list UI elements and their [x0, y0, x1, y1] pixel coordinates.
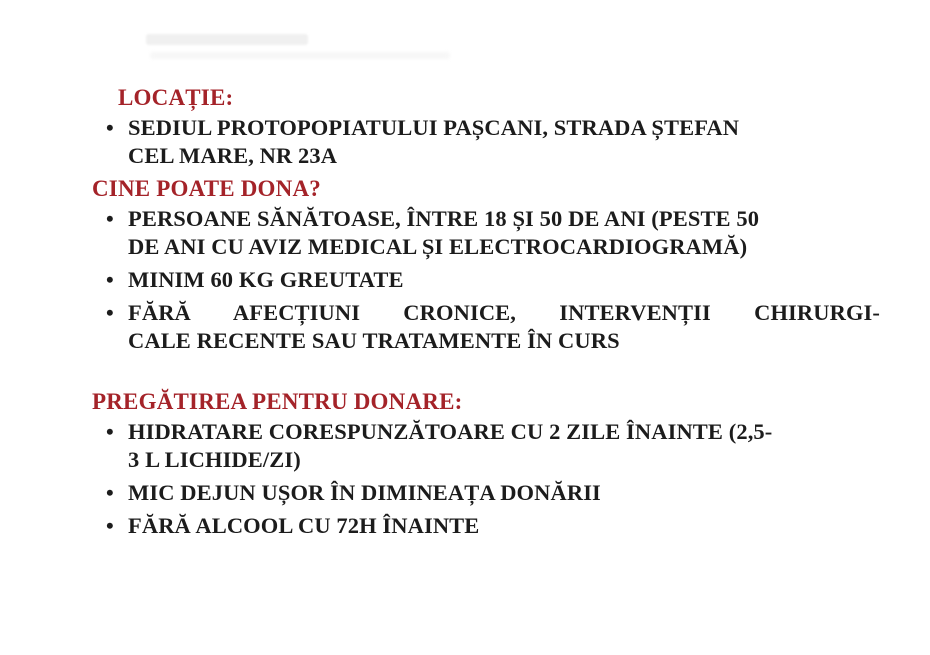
bullet-icon: • — [106, 267, 114, 292]
list-item — [92, 114, 880, 170]
list-item — [92, 479, 880, 507]
section-spacer — [92, 360, 880, 388]
bullet-icon: • — [106, 115, 114, 140]
list-item-text — [128, 512, 880, 540]
section-heading: LOCAȚIE: — [118, 85, 234, 110]
bullet-icon: • — [106, 206, 114, 231]
list-item — [92, 299, 880, 355]
text-line: SEDIUL PROTOPOPIATULUI PAȘCANI, STRADA ȘTEFAN — [128, 115, 740, 140]
text-line: CALE RECENTE SAU TRATAMENTE ÎN CURS — [128, 328, 620, 353]
text-line: MIC DEJUN UȘOR ÎN DIMINEAȚA DONĂRII — [128, 480, 601, 505]
list-item-text — [128, 418, 880, 474]
list-item-text — [128, 205, 880, 261]
text-line: 3 L LICHIDE/ZI) — [128, 447, 301, 472]
text-line: CEL MARE, NR 23A — [128, 143, 338, 168]
flyer-content — [92, 84, 880, 545]
list-item — [92, 512, 880, 540]
list-item-text — [128, 299, 880, 355]
bullet-icon: • — [106, 513, 114, 538]
bullet-icon: • — [106, 300, 114, 325]
section-heading: PREGĂTIREA PENTRU DONARE: — [92, 389, 463, 414]
cropped-text-artifact-2 — [150, 52, 450, 59]
bullet-icon: • — [106, 419, 114, 444]
list-item — [92, 266, 880, 294]
section-heading: CINE POATE DONA? — [92, 176, 321, 201]
text-line: PERSOANE SĂNĂTOASE, ÎNTRE 18 ȘI 50 DE ANI (PESTE 50 — [128, 206, 760, 231]
list-item-text — [128, 114, 880, 170]
list-item-text — [128, 479, 880, 507]
list-item — [92, 418, 880, 474]
text-line: FĂRĂ ALCOOL CU 72H ÎNAINTE — [128, 513, 480, 538]
list-item — [92, 205, 880, 261]
cropped-text-artifact — [146, 34, 308, 45]
text-line: DE ANI CU AVIZ MEDICAL ȘI ELECTROCARDIOGRAMĂ) — [128, 234, 748, 259]
bullet-icon: • — [106, 480, 114, 505]
text-line: HIDRATARE CORESPUNZĂTOARE CU 2 ZILE ÎNAINTE (2,5- — [128, 419, 773, 444]
text-line: FĂRĂ AFECȚIUNI CRONICE, INTERVENȚII CHIRURGI- — [128, 300, 880, 325]
list-item-text — [128, 266, 880, 294]
text-line: MINIM 60 KG GREUTATE — [128, 267, 404, 292]
